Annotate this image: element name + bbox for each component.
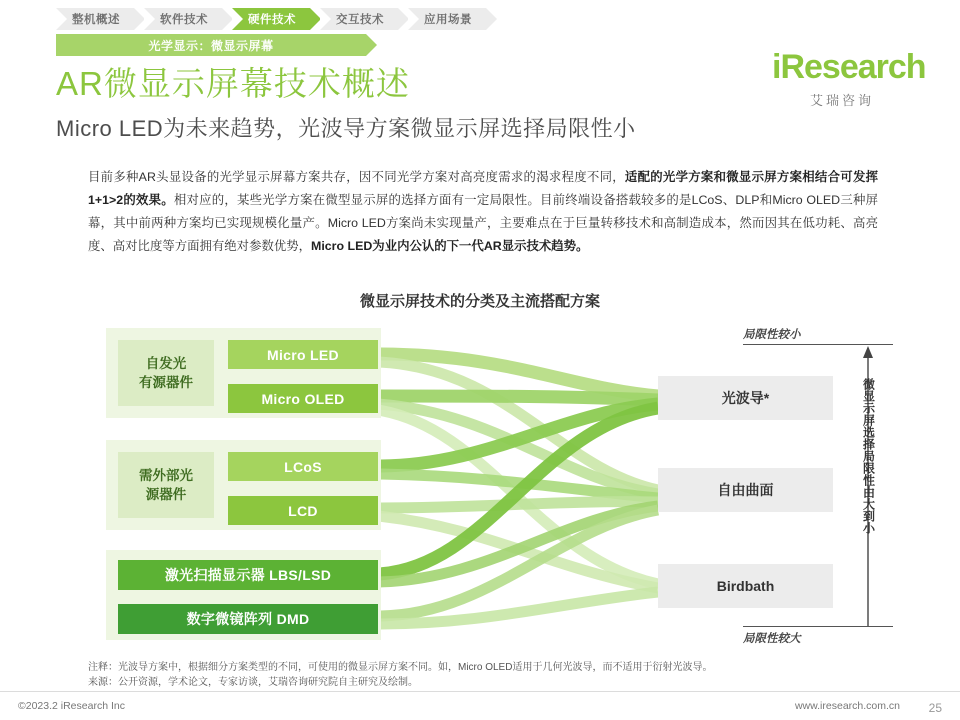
logo [772,48,926,109]
page-subtitle: Micro LED为未来趋势，光波导方案微显示屏选择局限性小 [56,116,636,141]
breadcrumb-item-label: 硬件技术 [248,14,296,26]
breadcrumb-item-0[interactable] [56,8,134,30]
category-label-line [139,466,193,504]
output-box-label: 自由曲面 [717,482,774,498]
paragraph-part-2-bold: 适配的光学方案和微显示屏方案相结合可发挥1+1>2的效果。 [88,170,878,207]
tech-bar-lcd[interactable] [228,496,378,525]
tech-bar-micro-led[interactable] [228,340,378,369]
output-box-waveguide[interactable] [658,376,833,420]
logo-text [772,48,926,86]
category-line-2: 有源器件 [139,375,193,390]
tech-bar-micro-oled[interactable] [228,384,378,413]
output-box-birdbath[interactable] [658,564,833,608]
output-box-freeform[interactable] [658,468,833,512]
category-line-1: 自发光 [145,356,187,371]
breadcrumb-item-1[interactable] [144,8,222,30]
axis-vertical-text: 微显示屏选择局限性由大到小 [861,378,876,534]
section-subtitle-label: 光学显示：微显示屏幕 [148,38,274,53]
breadcrumb-item-label: 软件技术 [160,14,208,26]
output-box-label: 光波导* [721,390,770,406]
category-line-1: 需外部光 [139,468,193,483]
page-number: 25 [928,701,942,715]
paragraph-part-3: 相对应的，某些光学方案在微型显示屏的选择方面有一定局限性。目前终端设备搭载较多的是LCoS、DLP和Micro OLED三种屏幕，其中前两种方案均已实现规模化量产。Micro LED方案尚未实现量产，主要难点在于巨量转移技术和高制造成本，然而因其在低功耗、高亮度、高对比度等方面拥有绝对参数优势， [88,193,878,253]
output-box-label: Birdbath [716,578,775,594]
tech-bar-label: Micro LED [267,346,339,363]
note-text: 注释：光波导方案中，根据细分方案类型的不同，可使用的微显示屏方案不同。如，Micro OLED适用于几何光波导，而不适用于衍射光波导。 [88,662,713,673]
section-subtitle-bar [56,34,366,56]
footer-divider [0,691,960,692]
chart-title: 微显示屏技术的分类及主流搭配方案 [359,293,600,310]
breadcrumb [56,8,496,30]
logo-rest: Research [780,48,926,86]
axis-label-vertical [860,378,876,538]
tech-bar-label: LCoS [284,458,322,475]
paragraph-part-1: 目前多种AR头显设备的光学显示屏幕方案共存，因不同光学方案对高亮度需求的渴求程度不同， [88,170,625,184]
source-text: 来源：公开资源，学术论文，专家访谈，艾瑞咨询研究院自主研究及绘制。 [88,677,418,688]
category-label-self-emissive [118,340,214,406]
tech-bar-label: 激光扫描显示器 LBS/LSD [164,567,332,583]
tech-bar-label: LCD [288,502,318,519]
tech-bar-label: Micro OLED [261,390,345,407]
logo-subtext: 艾瑞咨询 [809,93,874,108]
website-text: www.iresearch.com.cn [794,700,900,712]
axis-label-top: 局限性较小 [743,329,801,341]
tech-bar-lbs-lsd[interactable] [118,560,378,590]
category-label-external-light [118,452,214,518]
tech-bar-label: 数字微镜阵列 DMD [186,611,310,627]
axis-label-bottom: 局限性较大 [743,633,801,645]
page-title: AR微显示屏幕技术概述 [56,65,410,102]
breadcrumb-item-3[interactable] [320,8,398,30]
copyright-text: ©2023.2 iResearch Inc [18,700,125,712]
tech-bar-lcos[interactable] [228,452,378,481]
breadcrumb-item-label: 整机概述 [72,14,120,26]
breadcrumb-item-label: 应用场景 [424,14,472,26]
breadcrumb-item-label: 交互技术 [336,14,384,26]
category-label-line [139,354,193,392]
paragraph-part-4-bold: Micro LED为业内公认的下一代AR显示技术趋势。 [311,239,589,253]
category-line-2: 源器件 [145,487,187,502]
breadcrumb-item-4[interactable] [408,8,486,30]
breadcrumb-item-2[interactable] [232,8,310,30]
footnotes [88,660,712,690]
logo-i: i [772,48,781,86]
micro-display-diagram [88,318,878,648]
body-paragraph [88,166,878,258]
tech-bar-dmd[interactable] [118,604,378,634]
